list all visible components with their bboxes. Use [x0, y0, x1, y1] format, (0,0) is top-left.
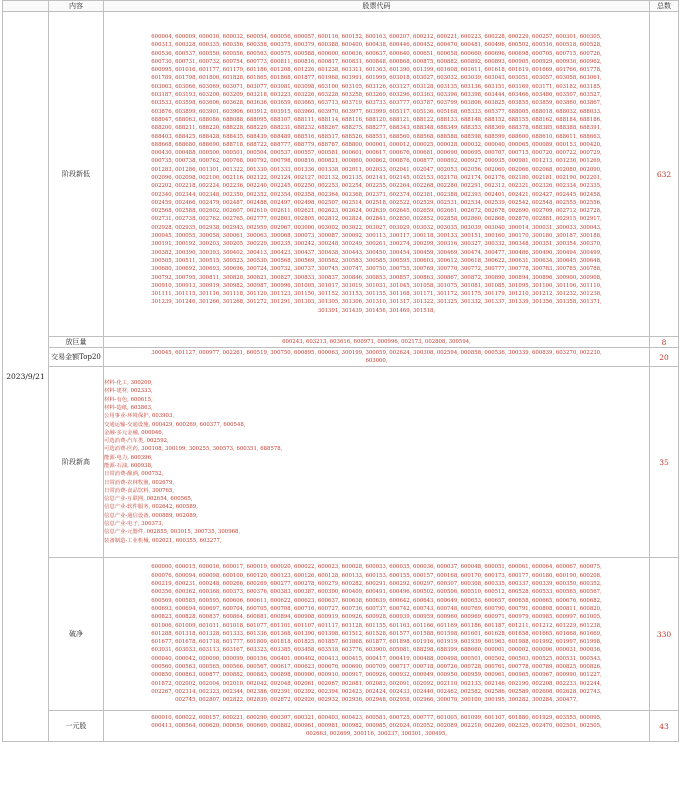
- codes-line: 603876, 603899, 603901, 603906, 603912, 603915, 603960, 603970, 603977, 603999, 605117, 605136, 605168, 605333, 605377, 688005, 688018, 688032, 688033,: [151, 108, 602, 115]
- row-new-low: [3, 12, 679, 337]
- codes-line: 600010, 600022, 600157, 600221, 600290, 600307, 600321, 600403, 600423, 600581, 600725, 600777, 601005, 601099, 601107, 601880, 601929, 603555, 000095,: [151, 714, 602, 721]
- count-cell: 632: [650, 12, 679, 337]
- sector-group: 交通运输-交通设施, 000429, 600269, 600377, 600548,: [104, 421, 246, 428]
- codes-line: 600995, 601016, 601177, 601179, 601186, 601208, 601226, 601238, 601311, 601363, 601390, 601399, 601608, 601611, 601618, 601619, 601669, 601766, 601778,: [151, 67, 602, 74]
- codes-line: 688668, 688680, 688690, 688718, 688722, 688777, 688779, 688787, 688800, 000001, 000012, 000025, 000028, 000032, 000040, 000065, 000089, 000153, 000420,: [151, 141, 602, 148]
- category-cell: 一元股: [49, 711, 104, 742]
- codes-line: 002731, 002738, 002762, 002765, 002777, 002803, 002805, 002812, 002824, 002841, 002850, 002852, 002858, 002860, 002868, 002876, 002881, 002915, 002917,: [151, 216, 602, 223]
- sector-group: 日常消费-农林牧渔, 002679,: [104, 479, 175, 486]
- sector-group: 可选消费-汽车类, 002592,: [104, 438, 169, 445]
- sector-group: 材料-建材, 002333,: [104, 388, 153, 395]
- header-empty: [3, 1, 49, 12]
- category-cell: 交易金额Top20: [49, 348, 104, 367]
- codes-line: 002202, 002218, 002224, 002236, 002240, 002245, 002250, 002253, 002254, 002255, 002264, 002268, 002280, 002291, 002312, 002321, 002326, 002334, 002335,: [151, 183, 602, 190]
- row-one-yuan: [3, 711, 679, 742]
- codes-line: 002096, 002098, 002100, 002116, 002122, 002124, 002127, 002132, 002135, 002141, 002145, 002153, 002170, 002174, 002176, 002180, 002181, 002190, 002201,: [151, 175, 602, 181]
- codes-line: 300191, 300192, 300203, 300205, 300229, 300235, 300242, 300248, 300249, 300261, 300274, 300299, 300316, 300327, 300332, 300348, 300351, 300354, 300370,: [151, 241, 602, 248]
- codes-line: 600693, 600694, 600697, 600704, 600705, 600708, 600716, 600727, 600736, 600737, 600742, 600743, 600748, 600769, 600790, 600791, 600808, 600811, 600820,: [151, 605, 602, 612]
- sector-group: 信息产业-电子, 300373,: [104, 521, 164, 528]
- codes-line: 600219, 600231, 600248, 600266, 600269, 600277, 600278, 600279, 600282, 600291, 600292, 600297, 600307, 600308, 600335, 600337, 600339, 600350, 600352,: [151, 581, 602, 588]
- codes-line: 603000,: [365, 358, 388, 364]
- codes-line: 000430, 000488, 000500, 000501, 000504, 000537, 000557, 000581, 000601, 000617, 000676, 000681, 000690, 000695, 000707, 000715, 000720, 000722, 000729,: [151, 150, 602, 157]
- codes-line: 001872, 002002, 002004, 002010, 002042, 002048, 002061, 002067, 002081, 002083, 002091, 002092, 002110, 002133, 002146, 002190, 002208, 002233, 002244,: [151, 680, 602, 687]
- count-cell: 8: [650, 337, 679, 348]
- codes-line: 600243, 603213, 603616, 600971, 000996, 002173, 002808, 300594,: [282, 338, 471, 345]
- codes-line: 600000, 600015, 600016, 600017, 600019, 600020, 600022, 600023, 600028, 600033, 600035, 600036, 600037, 600048, 600051, 600061, 600064, 600067, 600075,: [151, 564, 602, 571]
- codes-line: 300680, 300692, 300693, 300696, 300724, 300732, 300737, 300745, 300747, 300750, 300755, 300769, 300770, 300772, 300777, 300778, 300783, 300785, 300788,: [151, 266, 602, 273]
- sector-group: 金融-多元金融, 000046,: [104, 429, 164, 436]
- codes-line: 600569, 600585, 600595, 600606, 600611, 600622, 600623, 600637, 600638, 600639, 600642, 600643, 600649, 600653, 600657, 600658, 600665, 600676, 600682,: [151, 597, 602, 604]
- codes-line: 002267, 002314, 002323, 002344, 002386, 002391, 002392, 002394, 002423, 002424, 002433, 002440, 002462, 002582, 002586, 002589, 002608, 002628, 002743,: [151, 688, 602, 695]
- header-codes: 股票代码: [104, 1, 650, 12]
- codes-line: 600356, 600362, 600368, 600373, 600376, 600383, 600387, 600390, 600409, 600491, 600496, 600502, 600506, 600510, 600512, 600528, 600533, 600565, 600567,: [151, 589, 602, 596]
- codes-line: 300792, 300795, 300811, 300820, 300821, 300827, 300833, 300837, 300846, 300853, 300857, 300863, 300867, 300872, 300890, 300894, 300896, 300900, 300908,: [151, 274, 602, 281]
- category-cell: 阶段新低: [49, 12, 104, 337]
- codes-line: 001283, 001286, 001301, 001322, 001330, 001333, 001336, 001338, 002011, 002033, 002041, 002047, 002053, 002056, 002060, 002066, 002068, 002080, 002090,: [151, 166, 602, 173]
- row-top20: [3, 348, 679, 367]
- codes-line: 002568, 002588, 002602, 002607, 002610, 002611, 002621, 002623, 002624, 002639, 002645, 002659, 002661, 002672, 002678, 002690, 002709, 002712, 002728,: [151, 208, 602, 215]
- codes-line: 301111, 301115, 301116, 301118, 301120, 301123, 301150, 301152, 301153, 301155, 301168, 301171, 301172, 301175, 301179, 301210, 301212, 301232, 301238,: [151, 291, 602, 298]
- codes-line: 603063, 603066, 603069, 603071, 603077, 603081, 603098, 603100, 603105, 603126, 603127, 603128, 603135, 603136, 603151, 603169, 603171, 603182, 603185,: [151, 83, 602, 90]
- codes-line: 000850, 000863, 000877, 000882, 000883, 000898, 000900, 000910, 000917, 000926, 000932, 000949, 000950, 000959, 000961, 000965, 000967, 000990, 001227,: [151, 672, 602, 679]
- sector-group: 信息产业-元器件, 002855, 003015, 300735, 300968,: [104, 529, 241, 536]
- codes-cell: [104, 348, 650, 367]
- header-row: [3, 1, 679, 12]
- sector-group: 材料-化工, 300200,: [104, 380, 153, 387]
- category-cell: 阶段新高: [49, 367, 104, 558]
- codes-line: 000413, 000564, 000620, 000656, 000669, 000882, 000961, 000981, 000982, 000985, 002024, 002052, 002089, 002210, 002269, 002325, 002470, 002501, 002505,: [151, 722, 602, 729]
- codes-line: 600823, 600828, 600837, 600864, 600881, 600894, 600908, 600919, 600926, 600928, 600939, 600959, 600960, 600969, 600971, 600979, 600985, 600997, 601005,: [151, 614, 602, 621]
- sector-group: 日常消费-食品饮料, 300765,: [104, 487, 175, 494]
- sector-group: 信息产业-软件服务, 002642, 600589,: [104, 504, 198, 511]
- codes-line: 601789, 601798, 601800, 601828, 601865, 601868, 601877, 601968, 601991, 601999, 603018, 603027, 603032, 603039, 603043, 603051, 603057, 603058, 603061,: [151, 75, 602, 82]
- sector-group: 能源-石油, 600938,: [104, 463, 153, 469]
- codes-line: 002459, 002466, 002479, 002487, 002488, 002497, 002498, 002507, 002514, 002518, 002522, 002529, 002531, 002534, 002539, 002542, 002548, 002555, 002556,: [151, 199, 602, 206]
- codes-line: 301391, 301439, 301456, 301469, 301518,: [317, 307, 436, 314]
- codes-line: 600004, 600009, 600010, 600032, 600054, 600056, 600057, 600116, 600152, 600163, 600207, 600212, 600221, 600223, 600228, 600229, 600257, 600301, 600305,: [151, 33, 602, 40]
- codes-line: 601677, 601678, 601718, 601777, 601800, 601818, 601825, 601857, 601868, 601877, 601898, 601916, 601919, 601939, 601963, 601988, 601992, 601997, 601998,: [151, 639, 602, 646]
- stock-table: [2, 0, 679, 742]
- codes-line: 000040, 000042, 000090, 000099, 000156, 000401, 000402, 000413, 000415, 000417, 000419, 000488, 000498, 000501, 000502, 000503, 000525, 000531, 000543,: [151, 655, 602, 662]
- codes-cell: [104, 12, 650, 337]
- category-cell: 破净: [49, 558, 104, 711]
- codes-line: 000560, 000563, 000565, 000566, 000567, 000617, 000623, 000676, 000690, 000709, 000717, 000718, 000726, 000728, 000761, 000778, 000789, 000825, 000826,: [151, 664, 602, 671]
- codes-line: 600076, 600094, 600098, 600100, 600120, 600123, 600126, 600128, 600133, 600153, 600155, 600157, 600168, 600170, 600173, 600177, 600180, 600190, 600208,: [151, 572, 602, 579]
- sector-group: 装备制造-工业机械, 002021, 600355, 603277,: [104, 537, 222, 544]
- codes-cell: [104, 367, 650, 558]
- header-content: 内容: [49, 1, 104, 12]
- codes-line: 002928, 002935, 002938, 002943, 002959, 002967, 003000, 003002, 003022, 003027, 003029, 003032, 003035, 003039, 003040, 300014, 300031, 300033, 300043,: [151, 224, 602, 231]
- sector-group: 日常消费-酿酒, 000752,: [104, 471, 164, 478]
- category-cell: 放巨量: [49, 337, 104, 348]
- codes-line: 600313, 600328, 600335, 600356, 600358, 600375, 600379, 600388, 600400, 600438, 600446, 600452, 600470, 600481, 600496, 600502, 600516, 600518, 600528,: [151, 42, 602, 49]
- sector-group: 材料-有色, 600615,: [104, 396, 153, 403]
- codes-cell: [104, 711, 650, 742]
- row-below-book: [3, 558, 679, 711]
- codes-line: 300505, 300511, 300515, 300523, 300530, 300568, 300569, 300582, 300583, 300585, 300595, 300603, 300612, 300618, 300622, 300631, 300634, 300645, 300648,: [151, 257, 602, 264]
- count-cell: 35: [650, 367, 679, 558]
- codes-line: 002663, 002699, 300116, 300237, 300301, 300495,: [305, 731, 448, 738]
- codes-line: 300045, 300055, 300058, 300061, 300063, 300068, 300073, 300087, 300092, 300113, 300117, 300118, 300133, 300151, 300160, 300170, 300180, 300187, 300188,: [151, 233, 602, 240]
- codes-line: 603533, 603598, 603606, 603628, 603636, 603659, 603665, 603713, 603719, 603733, 603777, 603787, 603799, 603806, 603825, 603855, 603859, 603860, 603867,: [151, 100, 602, 107]
- codes-line: 601288, 601318, 601328, 601333, 601336, 601368, 601390, 601398, 601512, 601528, 601577, 601588, 601598, 601601, 601628, 601658, 601665, 601668, 601669,: [151, 630, 602, 637]
- codes-line: 600730, 600731, 600732, 600754, 600773, 600811, 600816, 600817, 600831, 600848, 600868, 600875, 600882, 600892, 600893, 600905, 600929, 600936, 600962,: [151, 58, 602, 65]
- count-cell: 330: [650, 558, 679, 711]
- codes-line: 300382, 300390, 300393, 300402, 300413, 300423, 300437, 300438, 300443, 300450, 300454, 300459, 300469, 300474, 300477, 300486, 300490, 300494, 300499,: [151, 249, 602, 256]
- codes-line: 688047, 688063, 688086, 688088, 688095, 688107, 688111, 688114, 688116, 688120, 688121, 688122, 688133, 688148, 688152, 688155, 688162, 688184, 688186,: [151, 116, 602, 123]
- sector-group: 能源-电力, 600396,: [104, 454, 153, 461]
- codes-line: 688200, 688211, 688220, 688228, 688229, 688231, 688232, 688267, 688275, 688277, 688343, 688348, 688349, 688353, 688369, 688378, 688385, 688388, 688391,: [151, 125, 602, 132]
- sector-group: 信息产业-互联网, 002654, 600565,: [104, 496, 193, 503]
- sector-group: 可选消费-医药, 300108, 300199, 300255, 300573, 600351, 688578,: [104, 446, 283, 453]
- codes-line: 300045, 601127, 000977, 002261, 600519, 300750, 600895, 000063, 300199, 300059, 002624, 300308, 002594, 000858, 000536, 300339, 600839, 603270, 002230,: [151, 349, 602, 356]
- codes-cell: [104, 558, 650, 711]
- codes-line: 002745, 002807, 002822, 002839, 002872, 002926, 002932, 002936, 002948, 002958, 002966, 300070, 300100, 300195, 300282, 300284, 300477,: [175, 697, 578, 704]
- codes-line: 688403, 688425, 688428, 688435, 688439, 688489, 688516, 688517, 688526, 688551, 688560, 688568, 688588, 688598, 688599, 688600, 688610, 688611, 688663,: [151, 133, 602, 140]
- codes-cell: [104, 337, 650, 348]
- row-new-high: [3, 367, 679, 558]
- codes-line: 600536, 600537, 600550, 600556, 600563, 600575, 600588, 600600, 600636, 600637, 600640, 600651, 600658, 600660, 600696, 600698, 600705, 600715, 600726,: [151, 50, 602, 57]
- sector-group: 公用事业-环境保护, 603903,: [104, 413, 175, 420]
- codes-line: 603031, 603033, 603113, 603167, 603323, 603385, 603458, 603518, 603776, 603900, 605081, 688298, 688399, 688660, 000001, 000002, 000006, 000031, 000036,: [151, 647, 602, 654]
- codes-line: 002340, 002344, 002348, 002350, 002352, 002354, 002358, 002364, 002368, 002371, 002374, 002381, 002388, 002393, 002401, 002421, 002427, 002445, 002458,: [151, 191, 602, 198]
- sector-group: 信息产业-通信设备, 000889, 002089,: [104, 512, 198, 519]
- codes-line: 300910, 300913, 300919, 300982, 300987, 300996, 301005, 301017, 301019, 301031, 301045, 301058, 301075, 301081, 301085, 301095, 301100, 301106, 301110,: [151, 282, 602, 289]
- codes-line: 301239, 301246, 301266, 301268, 301272, 301291, 301303, 301305, 301306, 301310, 301317, 301322, 301325, 301332, 301337, 301339, 301356, 301358, 301371,: [151, 299, 602, 306]
- count-cell: 43: [650, 711, 679, 742]
- codes-line: 601006, 601009, 601011, 601018, 601077, 601101, 601107, 601117, 601128, 601155, 601163, 601166, 601169, 601186, 601187, 601211, 601212, 601229, 601238,: [151, 622, 602, 629]
- codes-line: 603187, 603193, 603200, 603209, 603218, 603223, 603226, 603228, 603258, 603269, 603296, 603363, 603396, 603398, 603444, 603466, 603486, 603507, 603527,: [151, 92, 602, 99]
- row-huge-volume: [3, 337, 679, 348]
- header-total: 总数: [650, 1, 679, 12]
- date-cell: 2023/9/21: [3, 12, 49, 742]
- codes-line: 000735, 000738, 000762, 000768, 000792, 000798, 000816, 000821, 000860, 000862, 000876, 000877, 000892, 000927, 000935, 000981, 001213, 001236, 001269,: [151, 158, 602, 165]
- count-cell: 20: [650, 348, 679, 367]
- sector-group: 材料-造纸, 603863,: [104, 404, 153, 411]
